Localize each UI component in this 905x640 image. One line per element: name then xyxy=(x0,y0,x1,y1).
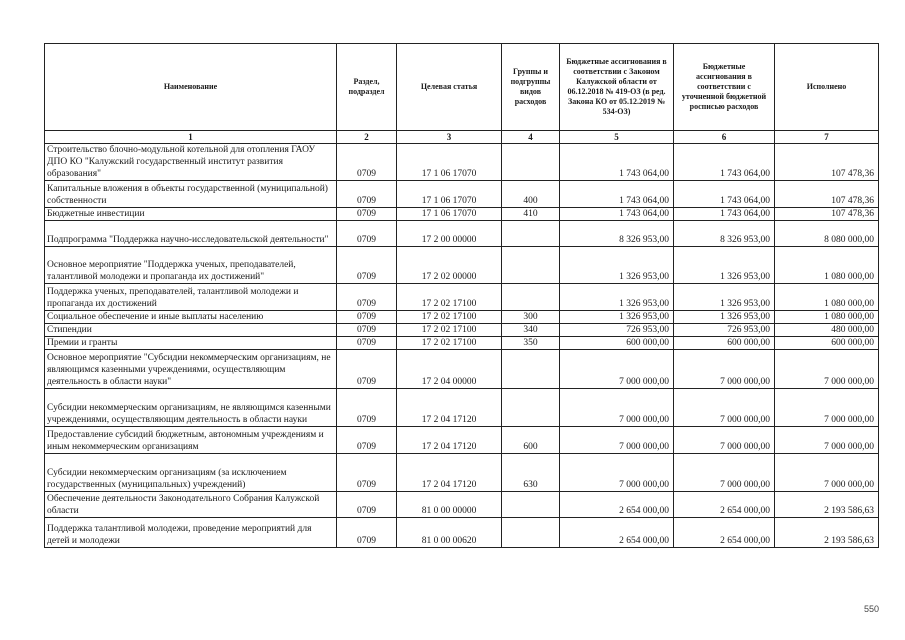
row-group xyxy=(502,350,560,389)
row-refined-amount: 7 000 000,00 xyxy=(674,389,775,427)
row-law-amount: 7 000 000,00 xyxy=(560,454,674,492)
column-number: 3 xyxy=(397,131,502,144)
table-row xyxy=(45,247,879,284)
row-group xyxy=(502,144,560,181)
row-group xyxy=(502,247,560,284)
row-law-amount: 1 743 064,00 xyxy=(560,208,674,221)
row-group: 600 xyxy=(502,427,560,454)
table-row xyxy=(45,350,879,389)
row-name: Бюджетные инвестиции xyxy=(45,208,337,221)
row-refined-amount: 2 654 000,00 xyxy=(674,492,775,518)
row-target: 17 2 00 00000 xyxy=(397,221,502,247)
row-executed-amount: 2 193 586,63 xyxy=(775,518,879,548)
row-refined-amount: 600 000,00 xyxy=(674,337,775,350)
header-target-article: Целевая статья xyxy=(397,44,502,131)
row-group: 350 xyxy=(502,337,560,350)
row-target: 17 2 02 17100 xyxy=(397,337,502,350)
row-name: Субсидии некоммерческим организациям (за исключением государственных (муниципальных) учреждений) xyxy=(45,454,337,492)
table-row xyxy=(45,337,879,350)
column-number: 1 xyxy=(45,131,337,144)
table-header xyxy=(45,44,879,144)
row-executed-amount: 107 478,36 xyxy=(775,144,879,181)
row-section: 0709 xyxy=(337,324,397,337)
row-section: 0709 xyxy=(337,337,397,350)
row-executed-amount: 1 080 000,00 xyxy=(775,311,879,324)
row-executed-amount: 7 000 000,00 xyxy=(775,350,879,389)
row-executed-amount: 8 080 000,00 xyxy=(775,221,879,247)
row-name: Строительство блочно-модульной котельной для отопления ГАОУ ДПО КО "Калужский государственный институт развития образования" xyxy=(45,144,337,181)
row-executed-amount: 107 478,36 xyxy=(775,181,879,208)
row-name: Поддержка талантливой молодежи, проведение мероприятий для детей и молодежи xyxy=(45,518,337,548)
row-target: 17 1 06 17070 xyxy=(397,144,502,181)
row-name: Подпрограмма "Поддержка научно-исследовательской деятельности" xyxy=(45,221,337,247)
row-name: Предоставление субсидий бюджетным, автономным учреждениям и иным некоммерческим организациям xyxy=(45,427,337,454)
row-group: 300 xyxy=(502,311,560,324)
row-executed-amount: 7 000 000,00 xyxy=(775,427,879,454)
row-law-amount: 8 326 953,00 xyxy=(560,221,674,247)
row-law-amount: 1 326 953,00 xyxy=(560,284,674,311)
row-target: 81 0 00 00000 xyxy=(397,492,502,518)
row-section: 0709 xyxy=(337,181,397,208)
row-law-amount: 7 000 000,00 xyxy=(560,389,674,427)
column-number-row xyxy=(45,131,879,144)
row-name: Обеспечение деятельности Законодательного Собрания Калужской области xyxy=(45,492,337,518)
table-row xyxy=(45,221,879,247)
row-target: 17 2 02 17100 xyxy=(397,324,502,337)
row-section: 0709 xyxy=(337,247,397,284)
column-number: 2 xyxy=(337,131,397,144)
row-refined-amount: 1 743 064,00 xyxy=(674,144,775,181)
row-refined-amount: 1 326 953,00 xyxy=(674,311,775,324)
row-name: Поддержка ученых, преподавателей, талантливой молодежи и пропаганда их достижений xyxy=(45,284,337,311)
row-executed-amount: 107 478,36 xyxy=(775,208,879,221)
table-row xyxy=(45,389,879,427)
header-section: Раздел, подраздел xyxy=(337,44,397,131)
row-law-amount: 726 953,00 xyxy=(560,324,674,337)
row-target: 17 1 06 17070 xyxy=(397,181,502,208)
row-refined-amount: 1 743 064,00 xyxy=(674,181,775,208)
row-law-amount: 1 743 064,00 xyxy=(560,144,674,181)
table-row xyxy=(45,208,879,221)
table-row xyxy=(45,492,879,518)
row-section: 0709 xyxy=(337,350,397,389)
row-refined-amount: 8 326 953,00 xyxy=(674,221,775,247)
row-refined-amount: 2 654 000,00 xyxy=(674,518,775,548)
row-group: 630 xyxy=(502,454,560,492)
row-executed-amount: 600 000,00 xyxy=(775,337,879,350)
header-row xyxy=(45,44,879,131)
row-refined-amount: 7 000 000,00 xyxy=(674,454,775,492)
table-row xyxy=(45,454,879,492)
row-law-amount: 1 326 953,00 xyxy=(560,247,674,284)
table-row xyxy=(45,324,879,337)
row-section: 0709 xyxy=(337,427,397,454)
header-executed: Исполнено xyxy=(775,44,879,131)
budget-table xyxy=(44,43,879,548)
row-section: 0709 xyxy=(337,389,397,427)
row-target: 17 2 02 17100 xyxy=(397,311,502,324)
row-name: Премии и гранты xyxy=(45,337,337,350)
row-refined-amount: 1 326 953,00 xyxy=(674,247,775,284)
table-body xyxy=(45,144,879,548)
row-section: 0709 xyxy=(337,144,397,181)
row-refined-amount: 726 953,00 xyxy=(674,324,775,337)
table-row xyxy=(45,311,879,324)
header-refined-allocations: Бюджетные ассигнования в соответствии с уточненной бюджетной росписью расходов xyxy=(674,44,775,131)
row-executed-amount: 1 080 000,00 xyxy=(775,284,879,311)
row-section: 0709 xyxy=(337,311,397,324)
row-section: 0709 xyxy=(337,454,397,492)
row-refined-amount: 7 000 000,00 xyxy=(674,350,775,389)
row-group xyxy=(502,284,560,311)
row-name: Субсидии некоммерческим организациям, не являющимся казенными учреждениями, осуществляющим деятельность в области науки xyxy=(45,389,337,427)
column-number: 7 xyxy=(775,131,879,144)
table-row xyxy=(45,181,879,208)
row-group: 400 xyxy=(502,181,560,208)
row-law-amount: 600 000,00 xyxy=(560,337,674,350)
row-name: Основное мероприятие "Субсидии некоммерческим организациям, не являющимся казенными учреждениями, осуществляющим деятельность в области науки" xyxy=(45,350,337,389)
row-target: 17 2 04 17120 xyxy=(397,427,502,454)
row-law-amount: 7 000 000,00 xyxy=(560,427,674,454)
row-target: 17 2 04 17120 xyxy=(397,454,502,492)
row-target: 17 2 02 17100 xyxy=(397,284,502,311)
row-law-amount: 7 000 000,00 xyxy=(560,350,674,389)
row-refined-amount: 1 326 953,00 xyxy=(674,284,775,311)
table-row xyxy=(45,427,879,454)
row-group: 340 xyxy=(502,324,560,337)
row-section: 0709 xyxy=(337,208,397,221)
table-row xyxy=(45,144,879,181)
row-executed-amount: 1 080 000,00 xyxy=(775,247,879,284)
table-row xyxy=(45,284,879,311)
row-law-amount: 1 743 064,00 xyxy=(560,181,674,208)
row-name: Социальное обеспечение и иные выплаты населению xyxy=(45,311,337,324)
column-number: 6 xyxy=(674,131,775,144)
row-executed-amount: 2 193 586,63 xyxy=(775,492,879,518)
row-refined-amount: 7 000 000,00 xyxy=(674,427,775,454)
row-target: 17 2 04 00000 xyxy=(397,350,502,389)
row-executed-amount: 480 000,00 xyxy=(775,324,879,337)
row-target: 17 2 02 00000 xyxy=(397,247,502,284)
row-group xyxy=(502,518,560,548)
row-section: 0709 xyxy=(337,518,397,548)
row-name: Стипендии xyxy=(45,324,337,337)
row-section: 0709 xyxy=(337,284,397,311)
header-law-allocations: Бюджетные ассигнования в соответствии с Законом Калужской области от 06.12.2018 № 419-ОЗ (в ред. Закона КО от 05.12.2019 № 534-ОЗ) xyxy=(560,44,674,131)
table-row xyxy=(45,518,879,548)
header-expense-group: Группы и подгруппы видов расходов xyxy=(502,44,560,131)
row-section: 0709 xyxy=(337,221,397,247)
row-refined-amount: 1 743 064,00 xyxy=(674,208,775,221)
row-executed-amount: 7 000 000,00 xyxy=(775,454,879,492)
row-target: 17 1 06 17070 xyxy=(397,208,502,221)
row-name: Основное мероприятие "Поддержка ученых, преподавателей, талантливой молодежи и пропаганда их достижений" xyxy=(45,247,337,284)
column-number: 5 xyxy=(560,131,674,144)
row-law-amount: 2 654 000,00 xyxy=(560,492,674,518)
header-name: Наименование xyxy=(45,44,337,131)
page-number: 550 xyxy=(864,604,880,614)
column-number: 4 xyxy=(502,131,560,144)
row-target: 81 0 00 00620 xyxy=(397,518,502,548)
row-law-amount: 2 654 000,00 xyxy=(560,518,674,548)
row-name: Капитальные вложения в объекты государственной (муниципальной) собственности xyxy=(45,181,337,208)
row-executed-amount: 7 000 000,00 xyxy=(775,389,879,427)
row-section: 0709 xyxy=(337,492,397,518)
row-target: 17 2 04 17120 xyxy=(397,389,502,427)
row-group xyxy=(502,221,560,247)
row-group xyxy=(502,492,560,518)
row-group xyxy=(502,389,560,427)
row-group: 410 xyxy=(502,208,560,221)
row-law-amount: 1 326 953,00 xyxy=(560,311,674,324)
